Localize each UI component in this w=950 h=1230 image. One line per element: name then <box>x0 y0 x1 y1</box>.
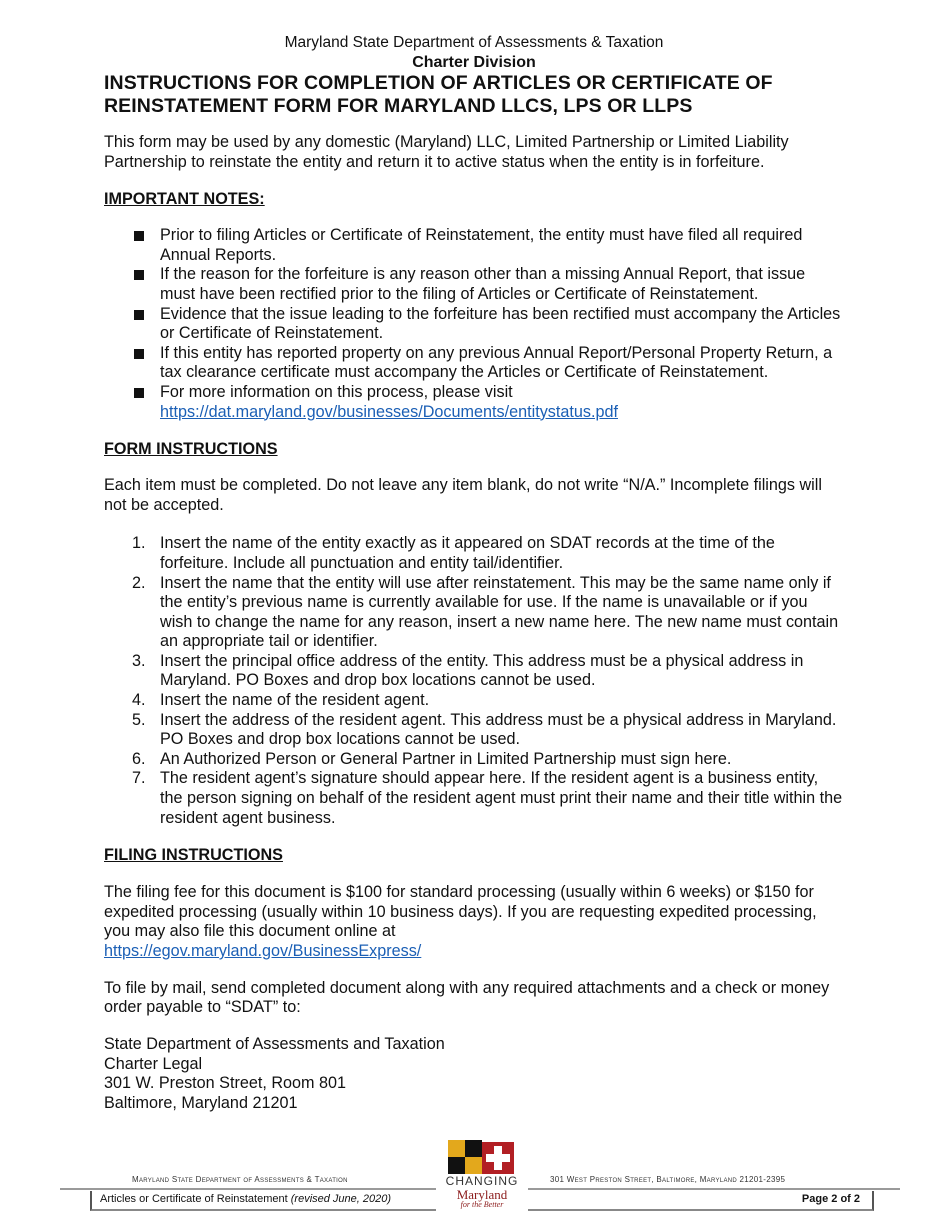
business-express-link[interactable]: https://egov.maryland.gov/BusinessExpress/ <box>104 942 422 960</box>
list-item: Evidence that the issue leading to the forfeiture has been rectified must accompany the Articles or Certificate of Reinstatement. <box>104 305 844 344</box>
list-item: 3. Insert the principal office address of the entity. This address must be a physical address in Maryland. PO Boxes and drop box locations cannot be used. <box>132 651 804 690</box>
mail-instructions: To file by mail, send completed document along with any required attachments and a check or money order payable to “SDAT” to: <box>104 978 830 1017</box>
address-line: State Department of Assessments and Taxation <box>104 1034 445 1053</box>
square-bullet-icon <box>134 270 144 280</box>
square-bullet-icon <box>134 349 144 359</box>
filing-fee-paragraph: The filing fee for this document is $100 for standard processing (usually within 6 weeks) or $150 for expedited processing (usually within 10 business days). If you are requesting expedited processing, you may also file this document online at https://egov.maryland.gov/BusinessExpress/ <box>104 883 817 960</box>
filing-instructions-heading: FILING INSTRUCTIONS <box>104 846 283 865</box>
mailing-address <box>104 1035 844 1114</box>
square-bullet-icon <box>134 310 144 320</box>
list-item: Prior to filing Articles or Certificate of Reinstatement, the entity must have filed all required Annual Reports. <box>104 226 844 265</box>
form-instructions-heading: FORM INSTRUCTIONS <box>104 440 278 459</box>
important-notes-list <box>104 226 844 422</box>
list-item: 1. Insert the name of the entity exactly as it appeared on SDAT records at the time of the forfeiture. Include all punctuation and entity tail/identifier. <box>132 534 775 572</box>
title-line-2: REINSTATEMENT FORM FOR MARYLAND LLCS, LPS OR LLPS <box>104 95 693 117</box>
list-item: If the reason for the forfeiture is any reason other than a missing Annual Report, that issue must have been rectified prior to the filing of Articles or Certificate of Reinstatement. <box>104 265 844 304</box>
form-instructions-list <box>104 534 844 828</box>
address-line: 301 W. Preston Street, Room 801 <box>104 1074 347 1093</box>
intro-paragraph: This form may be used by any domestic (Maryland) LLC, Limited Partnership or Limited Liability Partnership to reinstate the entity and return it to active status when the entity is in forfeiture. <box>104 133 789 171</box>
form-instructions-intro: Each item must be completed. Do not leave any item blank, do not write “N/A.” Incomplete filings will not be accepted. <box>104 476 822 514</box>
agency-name: Maryland State Department of Assessments & Taxation <box>284 34 664 51</box>
footer-form-name: Articles or Certificate of Reinstatement (revised June, 2020) <box>100 1193 392 1205</box>
footer-address: 301 West Preston Street, Baltimore, Maryland 21201-2395 <box>550 1175 786 1184</box>
maryland-flag-icon <box>436 1138 528 1176</box>
address-line: Charter Legal <box>104 1054 203 1073</box>
list-item: 5. Insert the address of the resident agent. This address must be a physical address in Maryland. PO Boxes and drop box locations cannot be used. <box>132 710 837 749</box>
logo-word-changing: CHANGING <box>445 1174 519 1188</box>
division-name: Charter Division <box>412 54 536 71</box>
document-title <box>104 72 844 118</box>
document-page <box>104 0 844 1114</box>
list-item: 2. Insert the name that the entity will use after reinstatement. This may be the same name only if the entity’s previous name is currently available for use. If the name is unavailable or if you wish to change the name for any reason, insert a new name here. The new name must contain an appropriate tail or identifier. <box>132 573 839 651</box>
title-line-1: INSTRUCTIONS FOR COMPLETION OF ARTICLES OR CERTIFICATE OF <box>104 72 773 94</box>
square-bullet-icon <box>134 388 144 398</box>
list-item: 6. An Authorized Person or General Partner in Limited Partnership must sign here. <box>132 749 732 768</box>
list-item: For more information on this process, please visit https://dat.maryland.gov/businesses/Documents/entitystatus.pdf <box>104 383 844 422</box>
address-line: Baltimore, Maryland 21201 <box>104 1094 298 1113</box>
list-item: If this entity has reported property on any previous Annual Report/Personal Property Return, a tax clearance certificate must accompany the Articles or Certificate of Reinstatement. <box>104 344 844 383</box>
entity-status-link[interactable]: https://dat.maryland.gov/businesses/Documents/entitystatus.pdf <box>160 402 618 421</box>
footer-agency: Maryland State Department of Assessments & Taxation <box>132 1175 348 1184</box>
logo-word-maryland: Maryland <box>456 1187 508 1202</box>
footer-page-number: Page 2 of 2 <box>801 1193 860 1205</box>
square-bullet-icon <box>134 231 144 241</box>
important-notes-heading: IMPORTANT NOTES: <box>104 190 265 209</box>
logo-tagline: for the Better <box>460 1200 504 1209</box>
changing-maryland-logo <box>436 1138 528 1214</box>
list-item: 7. The resident agent’s signature should appear here. If the resident agent is a business entity, the person signing on behalf of the resident agent must print their name and their title within the resident agent business. <box>132 769 843 827</box>
list-item: 4. Insert the name of the resident agent. <box>132 691 430 710</box>
